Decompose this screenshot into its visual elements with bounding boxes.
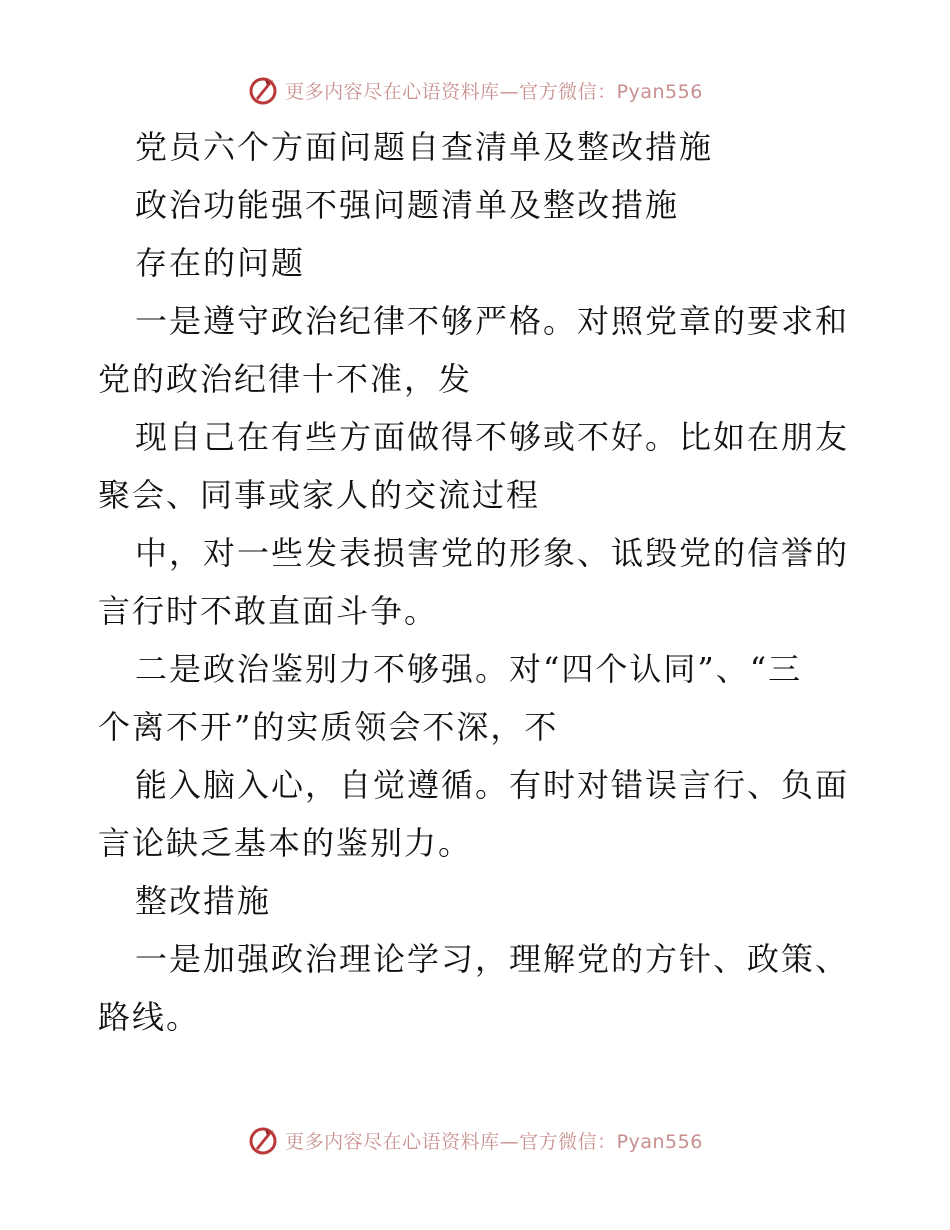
quill-pen-logo-icon <box>247 74 279 106</box>
paragraph-line: 言论缺乏基本的鉴别力。 <box>98 824 473 862</box>
paragraph-line: 现自己在有些方面做得不够或不好。比如在朋友 <box>135 418 850 456</box>
paragraph-line: 党的政治纪律十不准，发 <box>98 360 473 398</box>
paragraph-line: 能入脑入心，自觉遵循。有时对错误言行、负面 <box>135 766 850 804</box>
quill-pen-logo-icon <box>247 1124 279 1156</box>
paragraph-line: 中，对一些发表损害党的形象、诋毁党的信誉的 <box>135 534 850 572</box>
section-title: 政治功能强不强问题清单及整改措施 <box>135 186 680 224</box>
footer-banner <box>0 1120 950 1160</box>
subheading-measures: 整改措施 <box>135 882 272 920</box>
paragraph-line: 言行时不敢直面斗争。 <box>98 592 439 630</box>
footer-banner-text: 更多内容尽在心语资料库—官方微信：Pyan556 <box>285 1130 703 1153</box>
paragraph-line: 二是政治鉴别力不够强。对“四个认同”、“三 <box>135 650 803 688</box>
header-banner-text: 更多内容尽在心语资料库—官方微信：Pyan556 <box>285 80 703 103</box>
paragraph-line: 一是加强政治理论学习，理解党的方针、政策、 <box>135 940 850 978</box>
document-body <box>98 118 853 1046</box>
subheading-problems: 存在的问题 <box>135 244 306 282</box>
header-banner <box>0 70 950 110</box>
doc-title: 党员六个方面问题自查清单及整改措施 <box>135 128 714 166</box>
paragraph-line: 个离不开”的实质领会不深，不 <box>98 708 559 746</box>
paragraph-line: 聚会、同事或家人的交流过程 <box>98 476 541 514</box>
paragraph-line: 一是遵守政治纪律不够严格。对照党章的要求和 <box>135 302 850 340</box>
paragraph-line: 路线。 <box>98 998 201 1036</box>
